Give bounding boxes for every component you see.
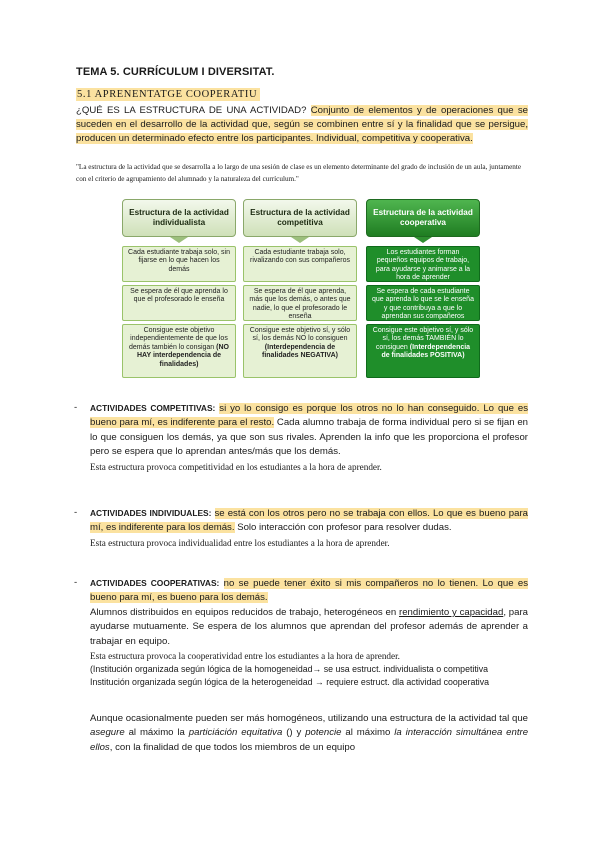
diagram-cell [366,324,480,378]
underlined-text: rendimiento y capacidad [399,606,504,618]
cell-bold-text: (Interdependencia de finalidades POSITIVA) [381,343,471,360]
final-text: al máximo [345,727,391,739]
final-text: al máximo la [128,727,185,739]
list-dash: - [74,402,78,413]
item-text: Solo interacción con profesor para resolver dudas. [237,522,452,534]
list-dash: - [74,507,78,518]
item-highlight: no se puede tener éxito si mis compañeros no lo tienen. Lo que es bueno para mí, es bueno para los demás. [90,578,528,604]
item-note: Esta estructura provoca competitividad en los estudiantes a la hora de aprender. [90,461,382,472]
final-emphasis: la interacción simultánea entre ellos [90,727,529,753]
item-text [90,606,528,649]
text-start: Alumnos distribuidos en equipos reducidos de trabajo, heterogéneos en [90,606,397,618]
activity-structure-diagram [117,199,487,385]
homogeneity-line: (Institución organizada según lógica de la homogeneidad→ se usa estruct. individualista o competitiva [90,664,489,675]
list-dash: - [74,577,78,588]
diagram-column-cooperative [366,199,480,378]
final-paragraph [90,712,528,755]
diagram-cell: Cada estudiante trabaja solo, rivalizando con sus compañeros [243,246,357,282]
cooperative-activities-item [74,576,528,689]
final-emphasis: potencie [305,727,342,739]
item-text: Cada alumno trabaja de forma individual pero si se fijan en lo que consiguen los demás, ya que son sus rivales. Aprenden la info que les proporciona el profesor pero se espera que lo aprendan antes/más que los demás. [90,417,528,458]
intro-answer: Conjunto de elementos y de operaciones que se suceden en el desarrollo de la actividad que, según se combinen entre sí y la finalidad que se persigue, producen un determinado efecto entre los participantes. Individual, competitiva y cooperativa. [76,105,528,145]
text-end: , para ayudarse mutuamente. Se espera de los alumnos que aprendan del profesor además de aprender a trabajar en equipo. [90,606,528,647]
cell-text: Consigue este objetivo independientemente de que los demás también lo consigan [128,327,228,351]
diagram-cell: Se espera de él que aprenda lo que el profesorado le enseña [122,285,236,321]
final-text: , con la finalidad de que todos los miembros de un equipo [109,741,356,753]
cell-text: Consigue este objetivo sí, y sólo sí, los demás TAMBIÉN lo consiguen [372,327,474,351]
item-label: ACTIVIDADES INDIVIDUALES: [90,508,212,518]
final-text: () y [286,727,302,739]
final-emphasis: asegure [90,727,125,739]
item-highlight: si yo lo consigo es porque los otros no lo han conseguido. Lo que es bueno para mí, es indiferente para el resto. [90,403,528,429]
intro-question: ¿QUÉ ES LA ESTRUCTURA DE UNA ACTIVIDAD? [76,105,307,116]
column-heading: Estructura de la actividad cooperativa [366,199,480,237]
item-note: Esta estructura provoca individualidad entre los estudiantes a la hora de aprender. [90,537,390,548]
diagram-column-competitive [243,199,357,378]
column-heading: Estructura de la actividad individualista [122,199,236,237]
diagram-cell: Los estudiantes forman pequeños equipos de trabajo, para ayudarse y animarse a la hora de aprender [366,246,480,282]
cell-bold-text: (Interdependencia de finalidades NEGATIVA) [262,343,338,360]
final-emphasis: particiáción equitativa [188,727,283,739]
diagram-cell [243,324,357,378]
column-heading: Estructura de la actividad competitiva [243,199,357,237]
intro-paragraph [76,104,528,147]
diagram-cell: Cada estudiante trabaja solo, sin fijarse en lo que hacen los demás [122,246,236,282]
section-heading: 5.1 APRENENTATGE COOPERATIU [76,88,260,101]
diagram-cell: Se espera de cada estudiante que aprenda lo que se le enseña y que contribuya a que lo aprendan sus compañeros [366,285,480,321]
item-highlight: se está con los otros pero no se trabaja con ellos. Lo que es bueno para mí, es indiferente para los demás. [90,508,529,534]
down-arrow-icon [414,237,432,243]
individual-activities-item [74,506,529,550]
cell-bold-text: (NO HAY interdependencia de finalidades) [136,343,229,368]
quote-paragraph: "La estructura de la actividad que se desarrolla a lo largo de una sesión de clase es un elemento determinante del grado de inclusión de un aula, juntamente con el criterio de agrupamiento del alumnado y la naturaleza del currículum." [76,163,522,183]
competitive-activities-item [74,401,528,474]
diagram-cell [122,324,236,378]
page-title: TEMA 5. CURRÍCULUM I DIVERSITAT. [76,66,275,78]
diagram-column-individualist [122,199,236,378]
item-label: ACTIVIDADES COMPETITIVAS: [90,403,216,413]
cell-text: Consigue este objetivo sí, y sólo sí, los demás NO lo consiguen [249,327,351,343]
diagram-cell: Se espera de él que aprenda, más que los demás, o antes que nadie, lo que el profesorado le enseña [243,285,357,321]
final-text: Aunque ocasionalmente pueden ser más homogéneos, utilizando una estructura de la actividad tal que [90,713,528,724]
down-arrow-icon [170,237,188,243]
item-note: Esta estructura provoca la cooperatividad entre los estudiantes a la hora de aprender. [90,651,400,662]
heterogeneity-line: Institución organizada según lógica de la heterogeneidad → requiere estruct. dla actividad cooperativa [90,677,490,688]
item-label: ACTIVIDADES COOPERATIVAS: [90,578,220,588]
down-arrow-icon [291,237,309,243]
